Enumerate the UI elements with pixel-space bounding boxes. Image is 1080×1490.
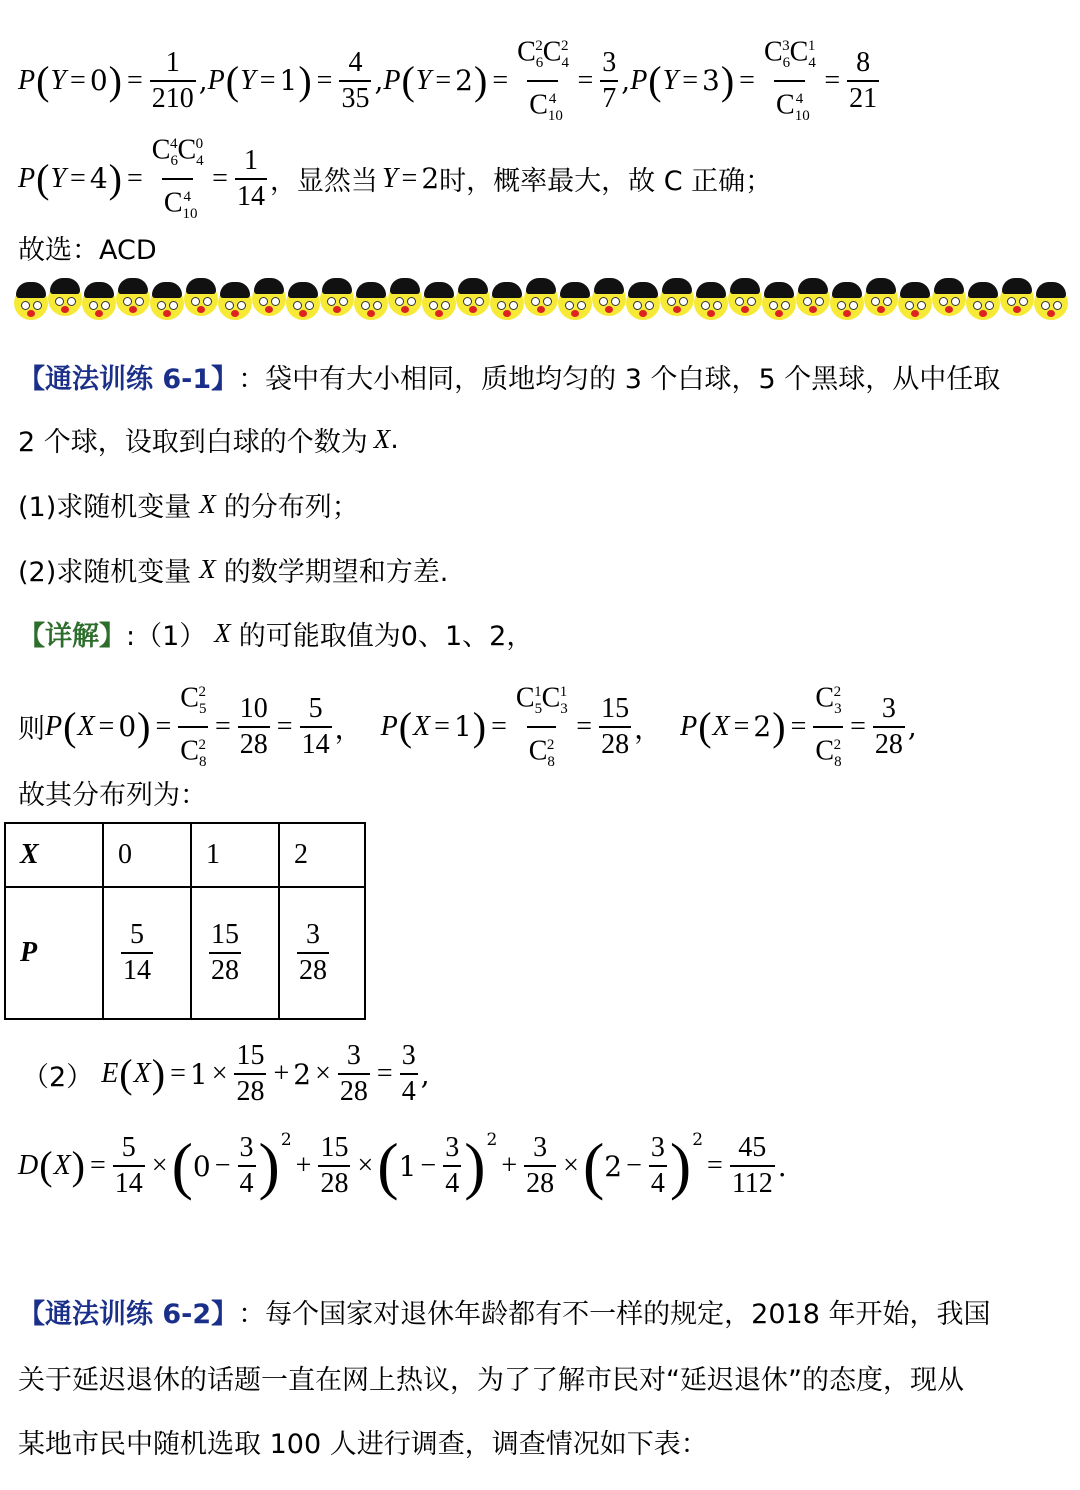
- question-2: (2)求随机变量 X 的数学期望和方差.: [18, 554, 449, 588]
- face-icon: [898, 286, 932, 320]
- combination-fraction: $\frac{C_5^2}{C_8^2}$: [178, 676, 208, 778]
- face-icon: [388, 282, 422, 316]
- table-header-cell: 1: [191, 823, 279, 887]
- face-icon: [558, 286, 592, 320]
- table-cell: $\frac{5}{14}$: [103, 887, 191, 1019]
- table-cell: $\frac{3}{28}$: [279, 887, 365, 1019]
- face-icon: [762, 286, 796, 320]
- combination-fraction: $\frac{C_6^2C_4^2}{C_{10}^4}$: [515, 30, 570, 132]
- face-icon: [966, 286, 1000, 320]
- face-icon: [490, 286, 524, 320]
- face-icon: [218, 286, 252, 320]
- fraction: $\frac{1}{14}$: [236, 144, 265, 212]
- combination-fraction: $\frac{C_5^1C_3^1}{C_8^2}$: [514, 676, 569, 778]
- face-icon: [694, 286, 728, 320]
- face-icon: [830, 286, 864, 320]
- face-icon: [422, 286, 456, 320]
- exercise-title: 【通法训练 6-1】: [18, 364, 239, 395]
- table-header-cell: 0: [103, 823, 191, 887]
- fraction: $\frac{5}{14}$: [301, 692, 330, 760]
- table-row: [5, 823, 365, 887]
- expectation-result: $\frac{3}{4}$: [401, 1040, 416, 1107]
- face-icon: [82, 286, 116, 320]
- exercise-title: 【通法训练 6-2】: [18, 1299, 239, 1330]
- face-icon: [48, 282, 82, 316]
- face-icon: [14, 286, 48, 320]
- combination-fraction: $\frac{C_6^4C_4^0}{C_{10}^4}$: [150, 128, 205, 230]
- answer-line: 故选：ACD: [18, 235, 157, 266]
- question-1: (1)求随机变量 X 的分布列；: [18, 489, 359, 523]
- face-icon: [626, 286, 660, 320]
- face-icon: [796, 282, 830, 316]
- distribution-table: [4, 822, 366, 1020]
- combination-fraction: $\frac{C_6^3C_4^1}{C_{10}^4}$: [762, 30, 817, 132]
- face-icon: [184, 282, 218, 316]
- probability-line-1: P ( Y = 0 ) = $\frac{1}{210}$ , P ( Y = 1 ) = $\frac{4}{35}$ , P ( Y = 2 ) = $\frac{C_6^2C_4^2}{C_{10}^4}$ = $\frac{3}{7}$ , P ( Y = 3 ) = $\frac{C_6^3C_4^1}{C_{10}^4}$ = $\frac{8}{21}$: [18, 30, 882, 132]
- face-icon: [864, 282, 898, 316]
- face-icon: [252, 282, 286, 316]
- expectation-line: （2） E ( X ) = 1 × $\frac{15}{28}$ + 2 × $\frac{3}{28}$ = $\frac{3}{4}$ ,: [22, 1040, 430, 1107]
- solution-line-1: 【详解】 :（1） X 的可能取值为0、1、2，: [18, 614, 533, 653]
- face-icon: [932, 282, 966, 316]
- table-header-cell: X: [5, 823, 103, 887]
- table-row-label: P: [5, 887, 103, 1019]
- variance-line: D ( X ) = $\frac{5}{14}$ × ( 0 − $\frac{3}{4}$ ) 2 + $\frac{15}{28}$ × ( 1 − $\frac{3}{4}$ ) 2 + $\frac{3}{28}$ × ( 2 − $\frac{3}{4}$ ) 2 = $\frac{45}{112}$ .: [18, 1130, 787, 1201]
- fraction: $\frac{10}{28}$: [239, 692, 268, 760]
- face-icon: [456, 282, 490, 316]
- exercise-6-1-line-2: 2 个球，设取到白球的个数为 X .: [18, 424, 399, 458]
- variance-result: $\frac{45}{112}$: [731, 1132, 773, 1199]
- face-icon: [354, 286, 388, 320]
- face-icon: [320, 282, 354, 316]
- face-icon: [1034, 286, 1068, 320]
- table-header-cell: 2: [279, 823, 365, 887]
- fraction: $\frac{1}{210}$: [151, 46, 194, 114]
- solution-probabilities: 则 P ( X = 0 ) = $\frac{C_5^2}{C_8^2}$ = $\frac{10}{28}$ = $\frac{5}{14}$ ， P ( X = 1 ) = $\frac{C_5^1C_3^1}{C_8^2}$ = $\frac{15}{28}$ ， P ( X = 2 ) = $\frac{C_3^2}{C_8^2}$ = $\frac{3}{28}$ ,: [18, 676, 917, 778]
- fraction: $\frac{8}{21}$: [849, 46, 878, 114]
- exercise-6-2-line-1: 【通法训练 6-2】 ：每个国家对退休年龄都有不一样的规定，2018 年开始，我国: [18, 1292, 990, 1331]
- face-icon: [660, 282, 694, 316]
- fraction: $\frac{3}{7}$: [602, 46, 617, 114]
- face-icon: [116, 282, 150, 316]
- probability-line-2: P ( Y = 4 ) = $\frac{C_6^4C_4^0}{C_{10}^4}$ = $\frac{1}{14}$ ，显然当 Y = 2 时，概率最大，故 C 正确；: [18, 128, 772, 230]
- fraction: $\frac{15}{28}$: [601, 692, 630, 760]
- exercise-6-1-line-1: 【通法训练 6-1】 ：袋中有大小相同，质地均匀的 3 个白球，5 个黑球，从中任取: [18, 357, 1000, 396]
- face-icon: [150, 286, 184, 320]
- exercise-6-2-line-3: 某地市民中随机选取 100 人进行调查，调查情况如下表：: [18, 1429, 708, 1460]
- fraction: $\frac{4}{35}$: [341, 46, 370, 114]
- combination-fraction: $\frac{C_3^2}{C_8^2}$: [813, 676, 843, 778]
- face-icon: [592, 282, 626, 316]
- face-icon: [286, 286, 320, 320]
- table-intro: 故其分布列为：: [18, 780, 207, 811]
- face-icon: [728, 282, 762, 316]
- face-icon: [1000, 282, 1034, 316]
- exercise-6-2-line-2: 关于延迟退休的话题一直在网上热议，为了了解市民对“延迟退休”的态度，现从: [18, 1365, 964, 1396]
- table-row: [5, 887, 365, 1019]
- face-icon: [524, 282, 558, 316]
- decorative-face-border: [14, 276, 1078, 322]
- detail-title: 【详解】: [18, 621, 126, 652]
- table-cell: $\frac{15}{28}$: [191, 887, 279, 1019]
- fraction: $\frac{3}{28}$: [874, 692, 903, 760]
